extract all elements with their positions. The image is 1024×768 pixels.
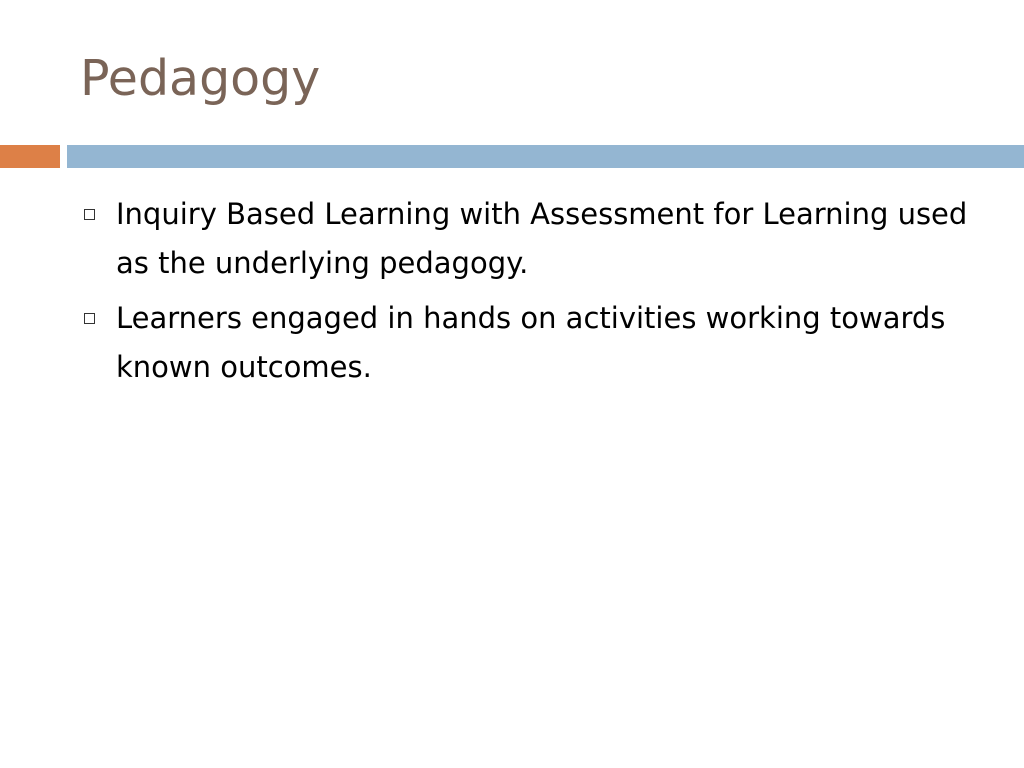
square-bullet-icon	[84, 209, 95, 220]
accent-bar-orange	[0, 145, 60, 168]
slide-title: Pedagogy	[80, 50, 321, 107]
bullet-item	[80, 294, 1000, 392]
bullet-item	[80, 190, 1000, 288]
square-bullet-icon	[84, 313, 95, 324]
bullet-text: Learners engaged in hands on activities working towards known outcomes.	[116, 301, 946, 384]
bullet-text: Inquiry Based Learning with Assessment for Learning used as the underlying pedagogy.	[116, 197, 968, 280]
bullet-list	[80, 190, 1000, 398]
accent-bar-blue	[67, 145, 1024, 168]
